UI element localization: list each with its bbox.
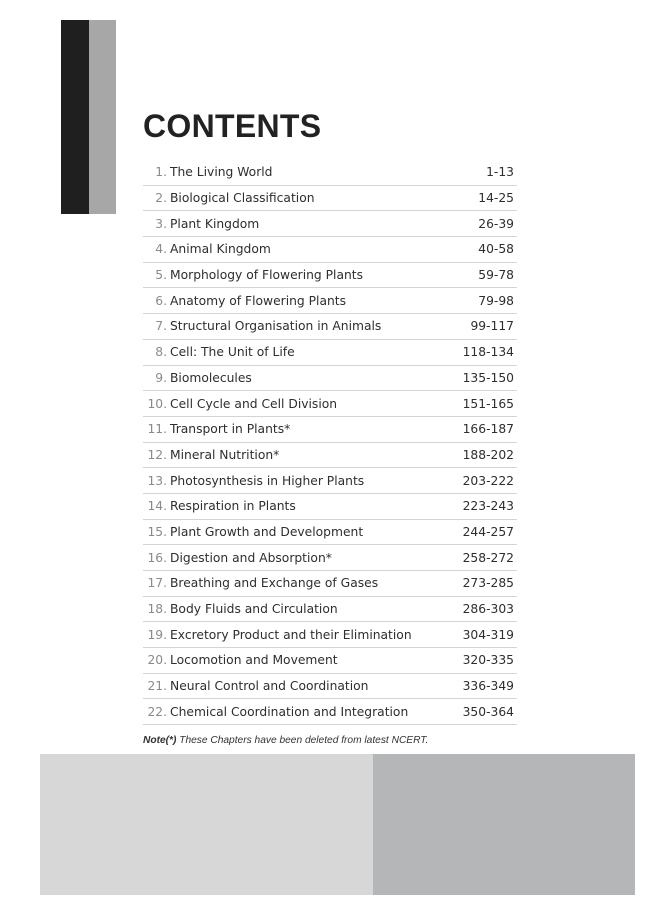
chapter-pages: 258-272 — [462, 550, 514, 565]
chapter-number: 21. — [147, 679, 167, 694]
toc-entry — [143, 397, 337, 411]
chapter-number: 18. — [147, 602, 167, 617]
toc-row — [143, 237, 517, 263]
decorative-block-left — [40, 754, 373, 895]
chapter-pages: 79-98 — [478, 293, 514, 308]
toc-row — [143, 622, 517, 648]
toc-entry — [143, 474, 364, 488]
chapter-title: Digestion and Absorption* — [170, 550, 332, 565]
chapter-number: 2. — [155, 191, 167, 206]
chapter-title: Mineral Nutrition* — [170, 447, 280, 462]
chapter-number: 5. — [155, 268, 167, 283]
chapter-pages: 59-78 — [478, 268, 514, 283]
chapter-pages: 151-165 — [462, 396, 514, 411]
toc-entry — [143, 242, 271, 256]
toc-entry — [143, 499, 296, 513]
chapter-title: Chemical Coordination and Integration — [170, 704, 409, 719]
toc-row — [143, 160, 517, 186]
chapter-title: Animal Kingdom — [170, 242, 271, 257]
toc-row — [143, 468, 517, 494]
chapter-number: 1. — [155, 165, 167, 180]
decorative-light-bar — [89, 20, 116, 214]
toc-row — [143, 494, 517, 520]
chapter-number: 9. — [155, 370, 167, 385]
toc-row — [143, 443, 517, 469]
page-title: CONTENTS — [143, 108, 322, 144]
footnote — [143, 735, 428, 746]
toc-entry — [143, 448, 279, 462]
toc-row — [143, 571, 517, 597]
toc-row — [143, 288, 517, 314]
toc-entry — [143, 319, 381, 333]
toc-entry — [143, 679, 368, 693]
footnote-text: These Chapters have been deleted from latest NCERT. — [176, 735, 429, 746]
toc-row — [143, 340, 517, 366]
chapter-title: The Living World — [170, 165, 273, 180]
chapter-number: 13. — [147, 473, 167, 488]
chapter-title: Plant Growth and Development — [170, 524, 364, 539]
decorative-dark-bar — [61, 20, 89, 214]
toc-entry — [143, 628, 412, 642]
chapter-title: Biological Classification — [170, 191, 315, 206]
chapter-pages: 286-303 — [462, 602, 514, 617]
toc-entry — [143, 191, 315, 205]
chapter-title: Plant Kingdom — [170, 216, 260, 231]
chapter-pages: 188-202 — [462, 447, 514, 462]
chapter-title: Cell Cycle and Cell Division — [170, 396, 338, 411]
chapter-number: 19. — [147, 627, 167, 642]
toc-entry — [143, 525, 363, 539]
toc-row — [143, 314, 517, 340]
toc-row — [143, 674, 517, 700]
toc-row — [143, 520, 517, 546]
chapter-pages: 135-150 — [462, 370, 514, 385]
chapter-number: 3. — [155, 216, 167, 231]
chapter-pages: 273-285 — [462, 576, 514, 591]
chapter-number: 16. — [147, 550, 167, 565]
chapter-pages: 320-335 — [462, 653, 514, 668]
chapter-pages: 1-13 — [486, 165, 514, 180]
chapter-title: Photosynthesis in Higher Plants — [170, 473, 365, 488]
chapter-pages: 223-243 — [462, 499, 514, 514]
chapter-title: Morphology of Flowering Plants — [170, 268, 364, 283]
toc-entry — [143, 576, 378, 590]
chapter-pages: 118-134 — [462, 345, 514, 360]
toc-row — [143, 545, 517, 571]
chapter-number: 11. — [147, 422, 167, 437]
toc-row — [143, 366, 517, 392]
chapter-pages: 336-349 — [462, 679, 514, 694]
toc-row — [143, 186, 517, 212]
chapter-title: Anatomy of Flowering Plants — [170, 293, 347, 308]
chapter-number: 22. — [147, 704, 167, 719]
chapter-pages: 203-222 — [462, 473, 514, 488]
toc-row — [143, 597, 517, 623]
toc-entry — [143, 705, 408, 719]
chapter-pages: 304-319 — [462, 627, 514, 642]
toc-entry — [143, 602, 338, 616]
toc-row — [143, 391, 517, 417]
chapter-number: 20. — [147, 653, 167, 668]
toc-entry — [143, 268, 363, 282]
chapter-number: 14. — [147, 499, 167, 514]
chapter-number: 17. — [147, 576, 167, 591]
toc-entry — [143, 165, 273, 179]
toc-row — [143, 263, 517, 289]
toc-row — [143, 699, 517, 725]
chapter-number: 8. — [155, 345, 167, 360]
toc-entry — [143, 422, 290, 436]
toc-entry — [143, 371, 252, 385]
chapter-pages: 14-25 — [478, 191, 514, 206]
toc-entry — [143, 551, 332, 565]
chapter-pages: 26-39 — [478, 216, 514, 231]
chapter-title: Locomotion and Movement — [170, 653, 338, 668]
footnote-label: Note(*) — [143, 735, 177, 746]
chapter-title: Transport in Plants* — [170, 422, 291, 437]
chapter-title: Breathing and Exchange of Gases — [170, 576, 379, 591]
chapter-title: Excretory Product and their Elimination — [170, 627, 412, 642]
decorative-block-right — [373, 754, 635, 895]
toc-row — [143, 648, 517, 674]
chapter-pages: 350-364 — [462, 704, 514, 719]
chapter-title: Neural Control and Coordination — [170, 679, 369, 694]
chapter-number: 10. — [147, 396, 167, 411]
chapter-title: Biomolecules — [170, 370, 252, 385]
chapter-pages: 99-117 — [470, 319, 514, 334]
chapter-number: 7. — [155, 319, 167, 334]
chapter-number: 15. — [147, 524, 167, 539]
chapter-pages: 244-257 — [462, 524, 514, 539]
chapter-title: Structural Organisation in Animals — [170, 319, 382, 334]
toc-entry — [143, 345, 295, 359]
table-of-contents — [143, 160, 517, 725]
chapter-number: 6. — [155, 293, 167, 308]
toc-entry — [143, 217, 259, 231]
chapter-title: Respiration in Plants — [170, 499, 296, 514]
chapter-title: Cell: The Unit of Life — [170, 345, 295, 360]
toc-entry — [143, 294, 346, 308]
chapter-number: 12. — [147, 447, 167, 462]
chapter-title: Body Fluids and Circulation — [170, 602, 338, 617]
chapter-pages: 166-187 — [462, 422, 514, 437]
toc-entry — [143, 653, 338, 667]
toc-row — [143, 417, 517, 443]
toc-row — [143, 211, 517, 237]
chapter-number: 4. — [155, 242, 167, 257]
chapter-pages: 40-58 — [478, 242, 514, 257]
